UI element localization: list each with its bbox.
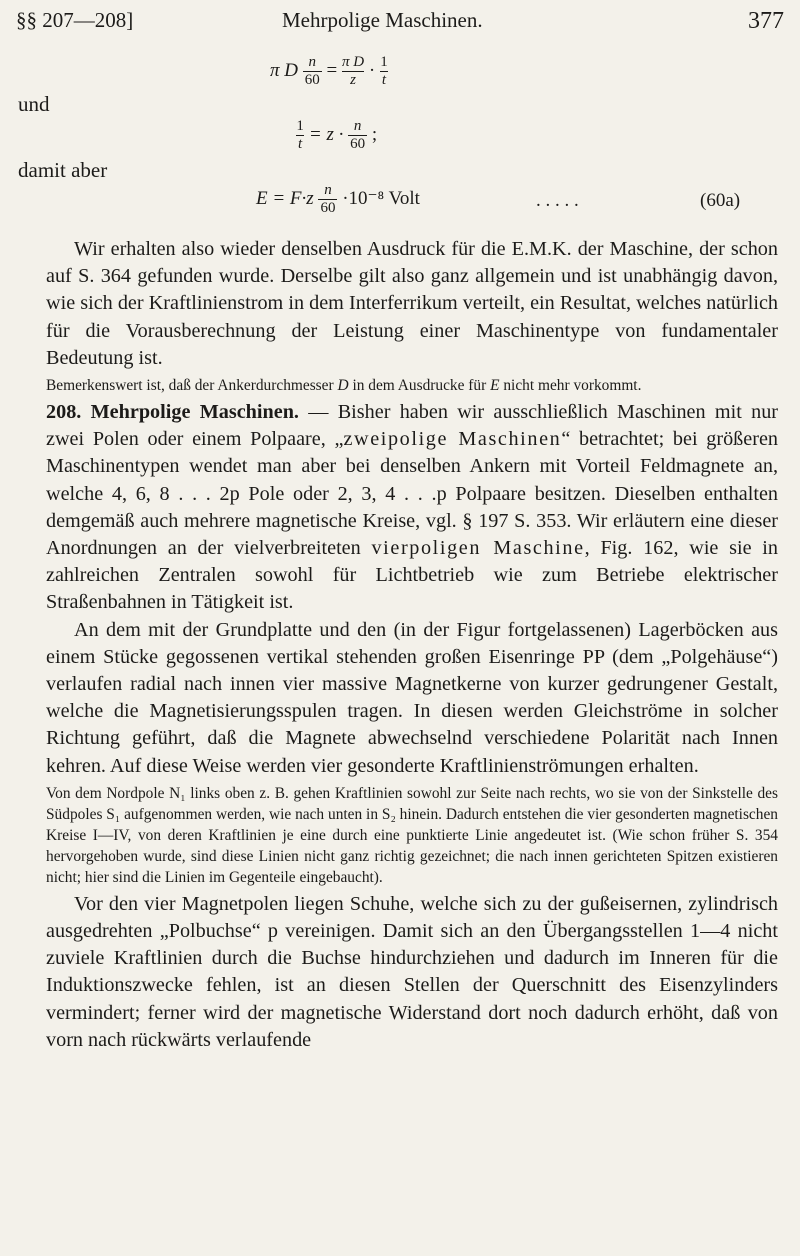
header-page-number: 377 (748, 8, 784, 34)
label-damit-aber: damit aber (18, 158, 108, 182)
fraction-n-60-c: $\frac{n}{60}$ (320, 182, 336, 216)
section-208: 208. Mehrpolige Maschinen. — Bisher haben wir ausschließlich Maschinen mit nur zwei Polen oder einem Polpaare, „zweipolige Maschinen“ betrachtet; bei größeren Maschinentypen wendet man aber bei denselben Ankern mit Vorteil Feldmagnete an, welche 4, 6, 8 . . . 2p Pole oder 2, 3, 4 . . .p Polpaare besitzen. Dieselben enthalten demgemäß auch mehrere magnetische Kreise, vgl. § 197 S. 353. Wir erläutern eine dieser Anordnungen an der vielverbreiteten vierpoligen Maschine, Fig. 162, wie sie in zahlreichen Zentralen sowohl für Lichtbetrieb wie zum Betriebe elektrischer Straßenbahnen in Tätigkeit ist. (46, 401, 779, 614)
equation-2: $\frac{1}{t}$ = z · $\frac{n}{60}$ ; (296, 118, 378, 152)
remark-kraftlinien: Von dem Nordpole N₁ links oben z. B. gehen Kraftlinien sowohl zur Seite nach rechts, wo sie von der Sinkstelle des Südpoles S₁ aufgenommen werden, wie nach unten in S₂ hinein. Dadurch entstehen die vier gesonderten magnetischen Kreise I—IV, von deren Kraftlinien je eine durch eine punktierte Linie angedeutet ist. (Wie schon früher S. 354 hervorgehoben wurde, sind diese Linien nicht ganz richtig gezeichnet; die nach innen gerichteten Spitzen existieren nicht; hier sind die Linien im Gegenteile eingebaucht). (46, 784, 778, 886)
paragraph-emk: Wir erhalten also wieder denselben Ausdruck für die E.M.K. der Maschine, der schon auf S. 364 gefunden wurde. Derselbe gilt also ganz allgemein und ist unabhängig davon, wie sich der Kraftlinienstrom in dem Interferrikum verteilt, ein Resultat, welches natürlich für die Vorausberechnung der Leistung einer Maschinentype von fundamentaler Bedeutung ist. (46, 238, 778, 369)
paragraph-polbuchse: Vor den vier Magnetpolen liegen Schuhe, welche sich zu der gußeisernen, zylindrisch ausgedrehten „Polbuchse“ p vereinigen. Damit sich an den Übergangsstellen 1—4 nicht zuviele Kraftlinien durch die Buchse hindurchziehen und dadurch im Inneren für die Induktionszwecke fehlen, ist an diesen Stellen der Querschnitt des Eisenzylinders vermindert; ferner wird der magnetische Widerstand dort noch dadurch erhöht, daß von vorn nach rückwärts verlaufende (46, 892, 778, 1051)
paragraph-polgehaeuse: An dem mit der Grundplatte und den (in der Figur fortgelassenen) Lagerböcken aus einem Stücke gegossenen vertikal stehenden großen Eisenringe PP (dem „Polgehäuse“) verlaufen radial nach innen vier massive Magnetkerne von kurzer gedrungener Gestalt, welche die Magnetisierungsspulen tragen. In diesen werden Gleichströme in solcher Richtung geführt, daß die Magnete abwechselnd verschiedene Polarität nach Innen kehren. Auf diese Weise werden vier gesonderte Kraftlinienströmungen erhalten. (46, 618, 778, 777)
equation-number: (60a) (700, 190, 741, 211)
header-chapter-title: Mehrpolige Maschinen. (282, 8, 483, 32)
fraction-n-60-b: $\frac{n}{60}$ (350, 118, 366, 152)
running-header (16, 8, 784, 44)
equation-dots: . . . . . (536, 190, 579, 211)
header-section-range: §§ 207—208] (16, 8, 134, 32)
section-number: 208. (46, 401, 82, 424)
equation-1: π D $\frac{n}{60}$ = $\frac{\text{π D}}{z}$ · $\frac{1}{t}$ (270, 54, 388, 88)
label-und: und (18, 92, 50, 116)
body-text (46, 236, 778, 1054)
fraction-piD-z: $\frac{\text{π D}}{z}$ (341, 54, 365, 88)
remark-anker: Bemerkenswert ist, daß der Ankerdurchmesser D in dem Ausdrucke für E nicht mehr vorkommt. (46, 377, 642, 395)
fraction-1-t-b: $\frac{1}{t}$ (296, 118, 304, 152)
fraction-1-t: $\frac{1}{t}$ (380, 54, 388, 88)
section-title: Mehrpolige Maschinen. (90, 401, 299, 424)
fraction-n-60: $\frac{n}{60}$ (304, 54, 320, 88)
equation-60a: E = F·z $\frac{n}{60}$ ·10⁻⁸ Volt (256, 182, 420, 216)
